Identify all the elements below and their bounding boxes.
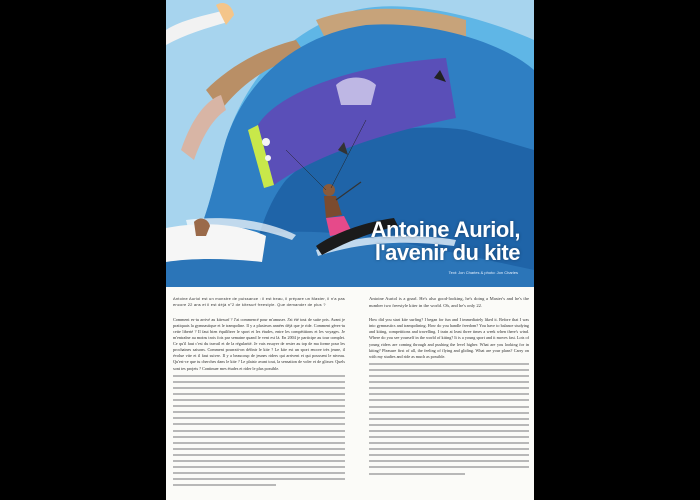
magazine-page xyxy=(166,0,534,500)
headline-line-2: l'avenir du kite xyxy=(374,240,520,265)
french-column xyxy=(173,296,345,496)
french-intro: Antoine Auriol est un monstre de puissance : il est beau, il prépare un Master, il n'a pas encore 22 ans et il est déjà n°2 de kitesurf freestyle. Que demander de plus ? xyxy=(173,296,345,308)
kitesurf-photo xyxy=(166,0,534,287)
french-body: Comment es-tu arrivé au kitesurf ? J'ai commencé pour m'amuser. J'ai été tout de suite pris. Avant je pratiquais la gymnastique et le trampoline. Il y a plusieurs années déjà que je ride. Comment gères-tu cette liberté ? Il faut bien équilibrer le sport et les études, entre les compétitions et les voyages. Je m'entraîne au moins trois fois par semaine quand le vent est là. En 2004 je participe au tour complet. Ce qu'il faut c'est du travail et de la régularité. Je vais essayer de rester au top de ma forme pour les prochaines saisons. Comment pourrait-on définir le kite ? Le kite est un sport encore très jeune, il évolue vite et il faut suivre. Il y a beaucoup de jeunes riders qui arrivent et qui poussent le niveau. Qu'est-ce que tu cherches dans le kite ? Le plaisir avant tout, la sensation de voler et de glisser. Quels sont tes projets ? Continuer mes études et rider le plus possible. xyxy=(173,316,345,371)
english-lead: Antoine Auriol is a gnarl. He's also good-looking, he's doing a Master's and he's the number two freestyle kiter in the world. Oh, and he's only 22. xyxy=(369,296,529,308)
french-body-continuation xyxy=(173,375,345,487)
article-headline xyxy=(371,218,520,264)
english-body-continuation xyxy=(369,363,529,475)
english-column xyxy=(369,296,529,496)
photo-credit: Text: Jon Charles & photo: Jon Charles xyxy=(448,270,518,275)
headline-line-1: Antoine Auriol, xyxy=(370,217,520,242)
english-body: How did you start kite surfing? I began for fun and I immediately liked it. Before that I was into gymnastics and trampolining. How do you handle freedom? You have to balance studying and kiting, competitions and travelling. I train at least three times a week when there's wind. Where do you see yourself in the world of kiting? It is a young sport and it moves fast. Lots of young riders are coming through and pushing the level higher. What are you looking for in kiting? Pleasure first of all, the feeling of flying and gliding. What are your plans? Carry on with my studies and ride as much as possible. xyxy=(369,317,529,359)
